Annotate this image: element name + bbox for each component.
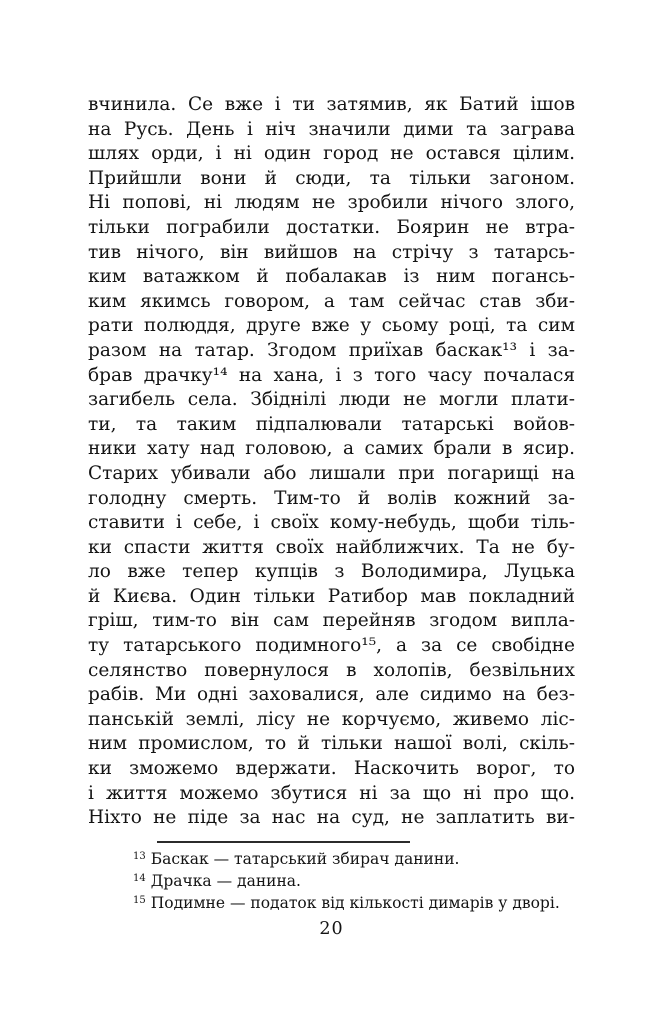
text-line: ту татарського подимного¹⁵, а за се свобідне <box>88 635 575 657</box>
text-line: ло вже тепер купців з Володимира, Луцька <box>88 561 575 583</box>
footnote-text: Подимне — податок від кількості димарів у дворі. <box>150 894 560 912</box>
text-line: тільки пограбили достатки. Боярин не втра- <box>88 216 575 238</box>
footnote-number: 13 <box>133 851 146 862</box>
text-line: на Русь. День і ніч значили дими та заграва <box>88 118 575 140</box>
text-line: Старих убивали або лишали при погарищі на <box>88 462 575 484</box>
footnote <box>133 870 575 892</box>
text-line: разом на татар. Згодом приїхав баскак¹³ і за- <box>88 339 575 361</box>
text-line: вчинила. Се вже і ти затямив, як Батий ішов <box>88 94 575 115</box>
page-number: 20 <box>319 919 344 939</box>
text-line: ники хату над головою, а самих брали в ясир. <box>88 438 575 460</box>
text-line: брав драчку¹⁴ на хана, і з того часу почалася <box>88 364 575 386</box>
text-line: панській землі, лісу не корчуємо, живемо ліс- <box>88 708 575 730</box>
body-text <box>88 93 575 831</box>
text-line: голодну смерть. Тим-то й волів кожний за- <box>88 487 575 509</box>
text-line: й Києва. Один тільки Ратибор мав покладний <box>88 585 575 607</box>
text-line: рати полюддя, друге вже у сьому році, та сим <box>88 315 575 337</box>
footnote-text: Драчка — данина. <box>150 872 301 890</box>
text-line: Ні попові, ні людям не зробили нічого злого, <box>88 192 575 214</box>
text-line: ки спасти життя своїх найближчих. Та не бу- <box>88 536 575 558</box>
footnote-separator <box>157 841 410 843</box>
text-line: ставити і себе, і своїх кому-небудь, щоби тіль- <box>88 512 575 534</box>
text-line: Ніхто не піде за нас на суд, не заплатить ви- <box>88 807 575 829</box>
text-line: Прийшли вони й сюди, та тільки загоном. <box>88 167 575 189</box>
text-line: гріш, тим-то він сам перейняв згодом випла- <box>88 610 575 632</box>
text-line: ким ватажком й побалакав із ним погансь- <box>88 266 575 288</box>
text-line: селянство повернулося в холопів, безвільних <box>88 659 575 681</box>
footnote-text: Баскак — татарський збирач данини. <box>150 850 460 868</box>
text-line: ки зможемо вдержати. Наскочить ворог, то <box>88 758 575 780</box>
footnote-number: 14 <box>133 873 146 884</box>
text-line: загибель села. Збіднілі люди не могли плати- <box>88 389 575 411</box>
footnote-number: 15 <box>133 895 146 906</box>
text-line: шлях орди, і ні один город не остався цілим. <box>88 143 575 165</box>
footnotes <box>88 848 575 914</box>
text-line: рабів. Ми одні заховалися, але сидимо на без- <box>88 684 575 706</box>
text-line: ким якимсь говором, а там сейчас став зби- <box>88 290 575 312</box>
text-line: ним промислом, то й тільки нашої волі, скіль- <box>88 733 575 755</box>
text-line: і життя можемо збутися ні за що ні про що. <box>88 782 575 804</box>
footnote <box>133 848 575 870</box>
text-line: ти, та таким підпалювали татарські войов- <box>88 413 575 435</box>
footnote <box>133 892 575 914</box>
text-line: тив нічого, він вийшов на стрічу з татарсь- <box>88 241 575 263</box>
